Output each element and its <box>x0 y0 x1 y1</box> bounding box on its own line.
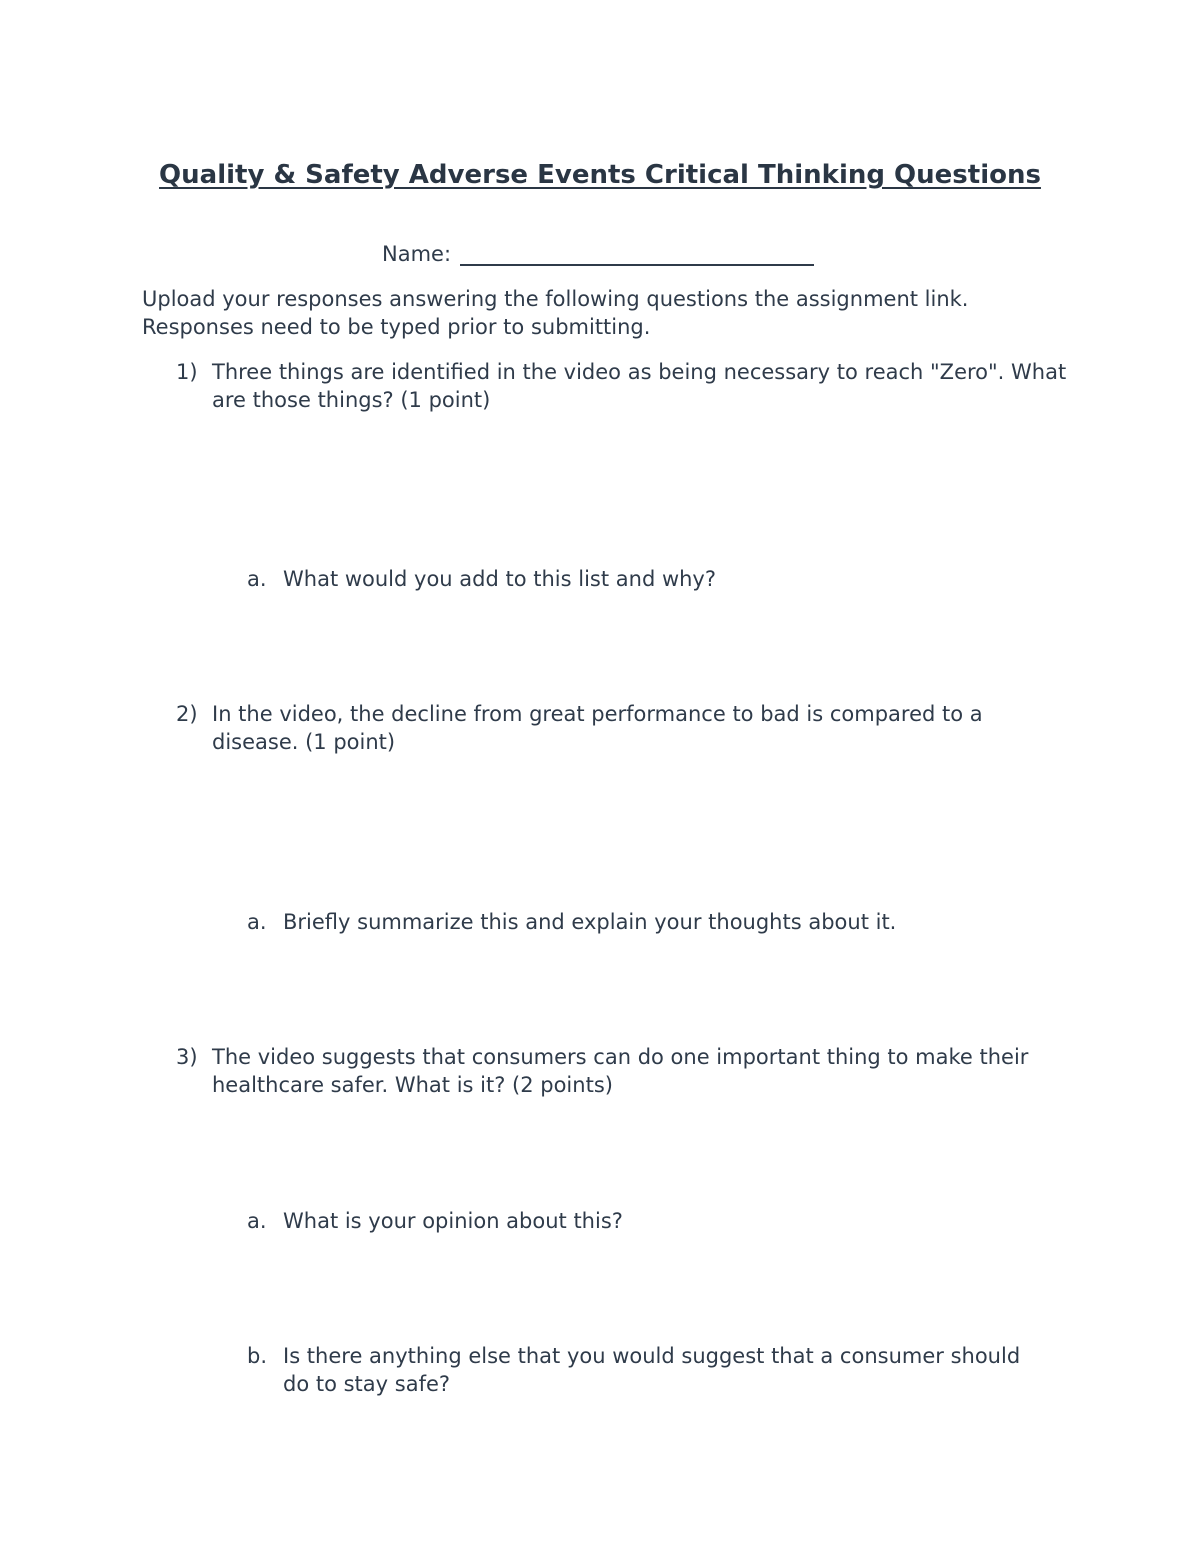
sub-question-letter: a. <box>247 1209 267 1233</box>
sub-question-text: Briefly summarize this and explain your thoughts about it. <box>283 910 897 934</box>
question-1 <box>176 358 1076 418</box>
name-field-row <box>382 240 814 268</box>
question-text: In the video, the decline from great performance to bad is compared to a disease. (1 point) <box>212 702 983 754</box>
sub-question-letter: a. <box>247 910 267 934</box>
question-number: 2) <box>176 702 198 726</box>
sub-question-letter: a. <box>247 567 267 591</box>
name-label: Name: <box>382 242 452 266</box>
sub-question-text: What is your opinion about this? <box>283 1209 623 1233</box>
question-2-sub-a <box>247 908 1107 938</box>
question-2 <box>176 700 1076 760</box>
sub-question-text: Is there anything else that you would suggest that a consumer should do to stay safe? <box>283 1344 1021 1396</box>
question-number: 1) <box>176 360 198 384</box>
question-3 <box>176 1043 1076 1103</box>
sub-question-text: What would you add to this list and why? <box>283 567 717 591</box>
question-number: 3) <box>176 1045 198 1069</box>
question-1-sub-a <box>247 565 1107 595</box>
question-3-sub-a <box>247 1207 1107 1237</box>
instructions-paragraph: Upload your responses answering the following questions the assignment link. Responses need to be typed prior to submitting. <box>142 287 969 339</box>
question-text: The video suggests that consumers can do one important thing to make their healthcare safer. What is it? (2 points) <box>212 1045 1029 1097</box>
document-title: Quality & Safety Adverse Events Critical Thinking Questions <box>159 160 1041 190</box>
question-text: Three things are identified in the video as being necessary to reach "Zero". What are those things? (1 point) <box>212 360 1067 412</box>
question-3-sub-b <box>247 1342 1107 1402</box>
name-blank-line <box>460 240 814 266</box>
sub-question-letter: b. <box>247 1344 268 1368</box>
